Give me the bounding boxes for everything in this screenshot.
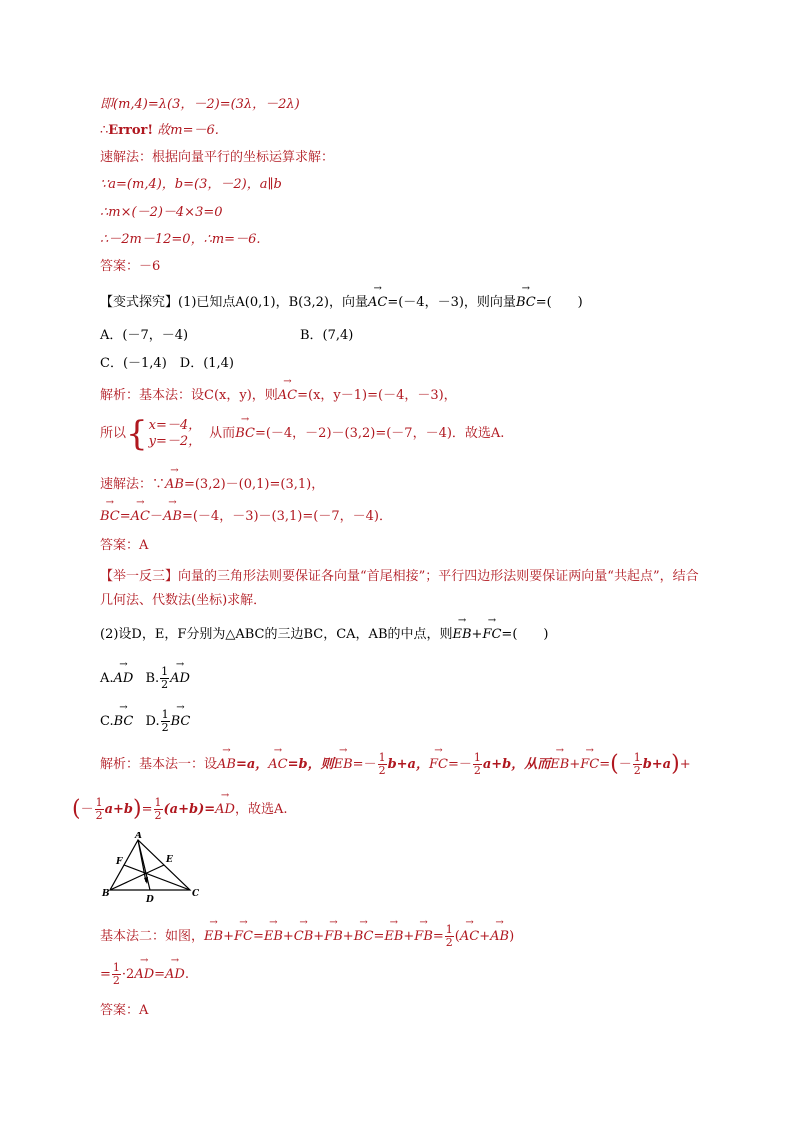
- line-error-conclusion: ∴Error! 故m=－6.: [100, 123, 219, 138]
- line-solution-equation: 即(m,4)=λ(3，－2)=(3λ，－2λ): [100, 97, 300, 112]
- options-2-ab: A.→ AD B. $\frac{1}{2}$ → AD: [100, 666, 190, 691]
- line-cross-product: ∴m×(－2)－4×3=0: [100, 205, 223, 220]
- line-solve-m: ∴－2m－12=0，∴m=－6.: [100, 232, 261, 247]
- label-a: A: [135, 832, 142, 841]
- option-2c: C.: [100, 714, 114, 729]
- answer-variant: 答案：A: [100, 538, 149, 553]
- question-2-stem: (2)设D，E，F分别为△ABC的三边BC，CA，AB的中点，则→ EB+→ FC=( ): [100, 626, 548, 644]
- solution-2-line-2: (－ $\frac{1}{2}$ a+b)= $\frac{1}{2}$ (a+b)=→ AD，故选A.: [72, 797, 287, 822]
- vector-bc: → BC: [516, 294, 536, 312]
- label-e: E: [166, 855, 173, 865]
- solution-quick-1: 速解法：∵→ AB=(3,2)－(0,1)=(3,1)，: [100, 476, 324, 494]
- line-quick-method: 速解法：根据向量平行的坐标运算求解：: [100, 150, 335, 165]
- line-given-vectors: ∵a=(m,4)，b=(3，－2)，a∥b: [100, 177, 282, 192]
- option-2a: A.: [100, 671, 114, 686]
- tip-paragraph: 【举一反三】向量的三角形法则要保证各向量“首尾相接”；平行四边形法则要保证两向量“共起点”，结合几何法、代数法(坐标)求解．: [100, 569, 699, 608]
- solution-method-2-result: = $\frac{1}{2}$ ·2→ AD=→ AD.: [100, 962, 189, 987]
- option-2d: D.: [145, 714, 160, 729]
- options-2-cd: C.→ BC D. $\frac{1}{2}$ → BC: [100, 709, 190, 734]
- solution-system: 所以 { x=－4， y=－2， 从而 → BC =(－4，－2)－(3,2)=(－7，－4)．故选A.: [100, 414, 504, 454]
- equation-system: { x=－4， y=－2，: [126, 414, 202, 454]
- solution-quick-2: → BC=→ AC－→ AB=(－4，－3)－(3,1)=(－7，－4)．: [100, 508, 392, 526]
- label-d: D: [146, 895, 154, 904]
- options-ab: [100, 327, 354, 345]
- solution-2-line-1: 解析：基本法一：设→ AB=a，→ AC=b，则→ EB=－ $\frac{1}{2}$ b+a，→ FC=－ $\frac{1}{2}$ a+b，从而→ EB+→ FC=(－ $\frac{1}{2}$ b+a)+: [100, 752, 691, 777]
- solution-method-2: 基本法二：如图，→ EB+→ FC=→ EB+→ CB+→ FB+→ BC=→ EB+→ FB= $\frac{1}{2}$ (→ AC+→ AB): [100, 924, 514, 949]
- error-field: Error!: [108, 123, 154, 138]
- line-answer-1: 答案：－6: [100, 259, 161, 274]
- label-c: C: [192, 889, 200, 899]
- option-b: B．(7,4): [300, 328, 354, 343]
- vector-ac: → AC: [368, 294, 387, 312]
- options-cd: C．(－1,4) D．(1,4): [100, 356, 235, 371]
- option-a: A．(－7，－4): [100, 328, 189, 343]
- question-variant-stem: 【变式探究】(1)已知点A(0,1)，B(3,2)，向量→ AC=(－4，－3)，则向量→ BC=( ): [100, 294, 583, 312]
- arrow-head: [144, 877, 148, 884]
- triangle-figure: [100, 832, 200, 904]
- answer-2: 答案：A: [100, 1003, 149, 1018]
- label-b: B: [102, 889, 110, 899]
- option-2b: B.: [145, 671, 160, 686]
- solution-basic-1: 解析：基本法：设C(x，y)，则→ AC=(x，y－1)=(－4，－3)，: [100, 387, 457, 405]
- label-f: F: [116, 857, 123, 867]
